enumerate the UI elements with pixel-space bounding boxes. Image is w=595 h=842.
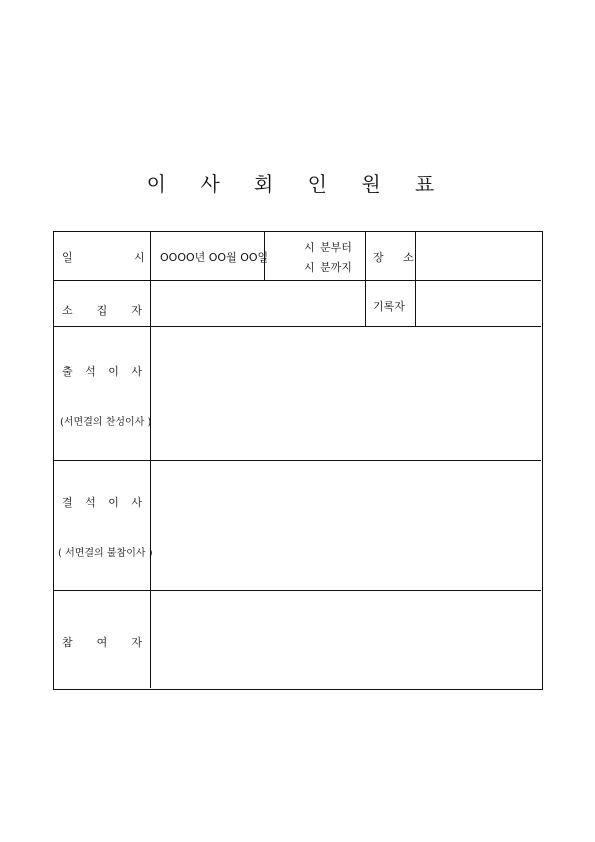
date-value[interactable]: OOOO년 OO월 OO일: [160, 251, 269, 264]
absent-label-char: 석: [85, 496, 96, 509]
present-directors-label: [62, 363, 142, 379]
time-to-hour: 시: [304, 261, 315, 274]
absent-directors-label: [62, 494, 142, 510]
datetime-label-b: 시: [134, 251, 145, 264]
row-divider-3: [54, 460, 541, 461]
convener-label-char: 집: [96, 304, 108, 317]
time-from-hour: 시: [304, 241, 315, 254]
absent-directors-sublabel: ( 서면결의 불참이사 ): [58, 548, 153, 559]
place-label: 장 소: [373, 251, 422, 264]
place-label-divider-right: [415, 232, 416, 326]
participants-label-char: 자: [131, 636, 142, 649]
label-column-divider: [150, 232, 151, 688]
present-directors-sublabel: (서면결의 찬성이사 ): [60, 417, 152, 428]
row-divider-4: [54, 590, 541, 591]
absent-label-char: 결: [62, 496, 73, 509]
participants-label-char: 참: [62, 636, 73, 649]
convener-label-char: 소: [62, 304, 73, 317]
row-divider-2: [54, 326, 541, 327]
present-label-char: 사: [131, 365, 142, 378]
datetime-label-a: 일: [62, 251, 73, 264]
present-label-char: 이: [108, 365, 119, 378]
time-from-minute: 분부터: [320, 241, 352, 254]
convener-label: [62, 302, 142, 318]
time-to-minute: 분까지: [320, 261, 352, 274]
recorder-label: 기록자: [373, 300, 405, 313]
participants-label-char: 여: [96, 636, 108, 649]
meeting-attendance-form: [53, 231, 543, 690]
row-divider-1: [54, 280, 541, 281]
document-title: 이 사 회 인 원 표: [146, 172, 449, 196]
participants-label: [62, 634, 142, 650]
convener-label-char: 자: [131, 304, 142, 317]
present-label-char: 석: [85, 365, 96, 378]
absent-label-char: 이: [108, 496, 119, 509]
place-label-divider-left: [365, 232, 366, 326]
absent-label-char: 사: [131, 496, 142, 509]
present-label-char: 출: [62, 365, 73, 378]
